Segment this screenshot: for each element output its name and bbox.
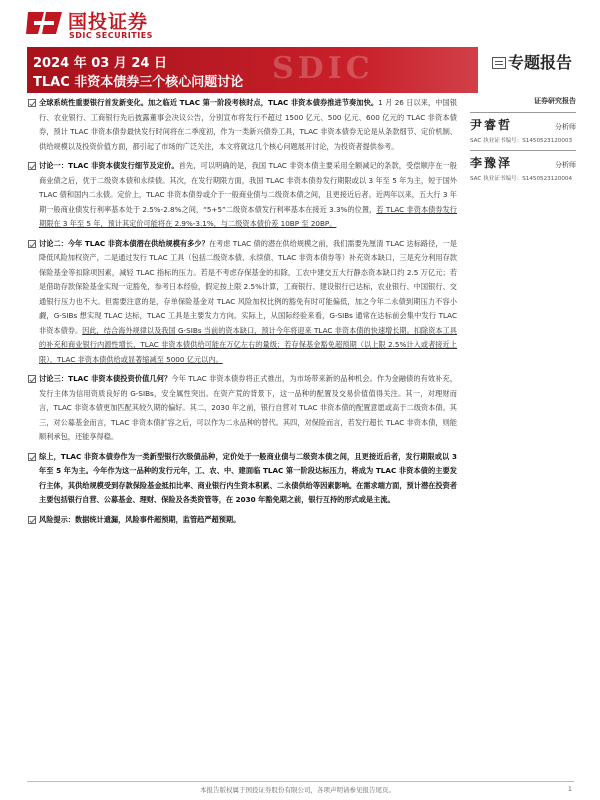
title-banner (27, 47, 574, 93)
paragraph-intro (27, 96, 457, 154)
company-logo (26, 6, 226, 42)
paragraph-lead: 讨论一：TLAC 非资本债发行细节及定价。 (39, 161, 179, 170)
report-type (492, 50, 572, 73)
checkbox-bullet-icon (28, 516, 36, 524)
paragraph-underline: 因此，结合海外规律以及我国 G-SIBs 当前的资本缺口，预计今年将迎来 TLAC 非资本债的快速增长期。扣除资本工具的补充和商业银行内源性增长，TLAC 非资本债供给可能在万亿左右的量级；若存保基金豁免超预期（以上限 2.5%计入或者接近上限），TLAC 非资本债供给或显著缩减至 5000 亿元以内。 (39, 325, 457, 364)
checkbox-bullet-icon (28, 99, 36, 107)
logo-text-cn: 国投证券 (68, 11, 149, 33)
paragraph-body: 今年 TLAC 非资本债券将正式推出，为市场带来新的品种机会。作为金融债的有效补充，发行主体为信用资质良好的 G-SIBs，安全属性突出。在资产荒的背景下，这一品种的配置及交易价值值得关注。其一，对理财而言，TLAC 非资本债更加匹配其较久期的偏好。其二，2030 年之前，银行自营对 TLAC 非资本债的配置意愿或高于二级资本债。其三，对公募基金而言，TLAC 非资本债扩容之后，可以作为二永品种的替代。其四，对保险而言，若发行超长 TLAC 非资本债，则能顺利承包，还能享得稳。 (39, 374, 458, 441)
checkbox-bullet-icon (28, 162, 36, 170)
paragraph-body: 在考虑 TLAC 债的潜在供给规模之前，我们需要先厘清 TLAC 达标路径，一是降低风险加权资产，二是通过发行 TLAC 工具（包括二级资本债、永续债、TLAC 非资本债券等）补充资本缺口，三是充分利用存款保险基金等扣除项因素，减轻 TLAC 指标的压力。若是不考虑存保基金的扣除，工农中建交五大行静态资本缺口约 2.5 万亿元；若是借助存款保险基金实现一定豁免，参考日本经验，假定按上限 2.5%计算，工商银行、建设银行已达标，农业银行、中国银行、交通银行压力也不大。但需要注意的是，存单保险基金对 TLAC 风险加权比例的豁免有时可能偏低，加之今年二永债到期压力不容小觑，G-SIBs 想实现 TLAC 达标，TLAC 工具是主要发力方向。实际上，从国际经验来看，G-SIBs 通常在达标前会集中发行 TLAC 非资本债券。 (39, 238, 457, 335)
paragraph-body: 首先，可以明确的是，我国 TLAC 非资本债主要采用全额减记的条款，受偿顺序在一般商业债之后，优于二级资本债和永续债。其次，在发行期限方面，我国 TLAC 非资本债券发行期限或以 3 年至 5 年为主，短于国外 TLAC 债和国内二永债。定价上，TLAC 非资本债券或介于一般商业债与二级资本债之间，且更接近后者。近两年以来，五大行 3 年期一般商业债发行利率基本处于 2.5%-2.8%之间，“5+5”二级资本债发行利率基本在接近 3.3%的位置， (39, 161, 457, 214)
paragraph-risk (27, 513, 457, 528)
paragraph-lead: 风险提示：数据统计遗漏，风险事件超预期，监管趋严超预期。 (39, 514, 241, 524)
checkbox-bullet-icon (28, 453, 36, 461)
paragraph-summary (27, 450, 457, 508)
analyst-card (470, 150, 576, 182)
paragraph-lead: 全球系统性重要银行首发新变化。加之临近 TLAC 第一阶段考核时点，TLAC 非资本债券推进节奏加快。 (39, 98, 379, 107)
footer-divider (27, 781, 574, 782)
analyst-cert: SAC 执业证书编号：S1450523120003 (470, 138, 573, 144)
checkbox-bullet-icon (28, 240, 36, 248)
report-type-box (478, 47, 574, 93)
sdic-logo-icon (26, 8, 64, 38)
logo-text-en: SDIC SECURITIES (69, 31, 153, 40)
banner-watermark: SDIC (272, 51, 374, 86)
document-icon (492, 57, 506, 69)
analyst-name: 尹睿哲 (470, 118, 513, 132)
page-number: 1 (567, 785, 572, 793)
paragraph-lead: 综上，TLAC 非资本债券作为一类新型银行次级债品种，定价处于一般商业债与二级资本债之间，且更接近后者，发行期限或以 3 年至 5 年为主。今年作为这一品种的发行元年，工、农、中、建面临 TLAC 第一阶段达标压力，将成为 TLAC 非资本债的主要发行主体，其供给规模受到存款保险基金抵扣比率、商业银行内生资本积累、二永债供给等因素影响。在需求端方面，预计潜在投资者主要包括银行自营、公募基金、理财、保险及各类资管等，在 2030 年豁免期之前，银行互持的形式或是主流。 (39, 451, 457, 504)
analyst-role: 分析师 (555, 123, 576, 131)
paragraph-underline: 若 TLAC 非资本债券发行期限在 3 年至 5 年，预计其定价可能将在 2.9%-3.1%，与二级资本债价差 10BP 至 20BP。 (39, 204, 457, 228)
analyst-cert: SAC 执业证书编号：S1450523120004 (470, 176, 573, 182)
paragraph-lead: 讨论三：TLAC 非资本债投资价值几何？ (39, 374, 172, 383)
paragraph-body: 1 月 26 日以来，中国银行、农业银行、工商银行先后披露董事会决议公告，分别宣布将发行不超过 1500 亿元、500 亿元、600 亿元的 TLAC 非资本债券，预计 TLAC 非资本债券最快发行时间将在二季度初，作为一类新兴债券工具，TLAC 非资本债券无论是从条款细节、定价机制、供给规模以及投资价值方面，都引起了市场的广泛关注，本文将就这几个核心问题展开讨论，为投资者提供参考。 (39, 98, 458, 151)
checkbox-bullet-icon (28, 375, 36, 383)
department-label: 证券研究报告 (534, 97, 576, 105)
footer-disclaimer: 本报告版权属于国投证券股份有限公司，各项声明请参见报告尾页。 (200, 786, 395, 794)
analyst-card (470, 112, 576, 144)
report-title: TLAC 非资本债券三个核心问题讨论 (33, 75, 244, 90)
paragraph-discussion-1 (27, 159, 457, 232)
paragraph-discussion-3 (27, 372, 457, 445)
report-body (27, 96, 457, 532)
paragraph-lead: 讨论二：今年 TLAC 非资本债潜在供给规模有多少？ (39, 238, 209, 248)
analyst-role: 分析师 (555, 161, 576, 169)
paragraph-discussion-2 (27, 237, 457, 368)
analyst-name: 李豫泽 (470, 156, 513, 170)
report-date: 2024 年 03 月 24 日 (33, 56, 167, 71)
analyst-sidebar (470, 96, 576, 188)
report-type-label: 专题报告 (507, 53, 572, 72)
